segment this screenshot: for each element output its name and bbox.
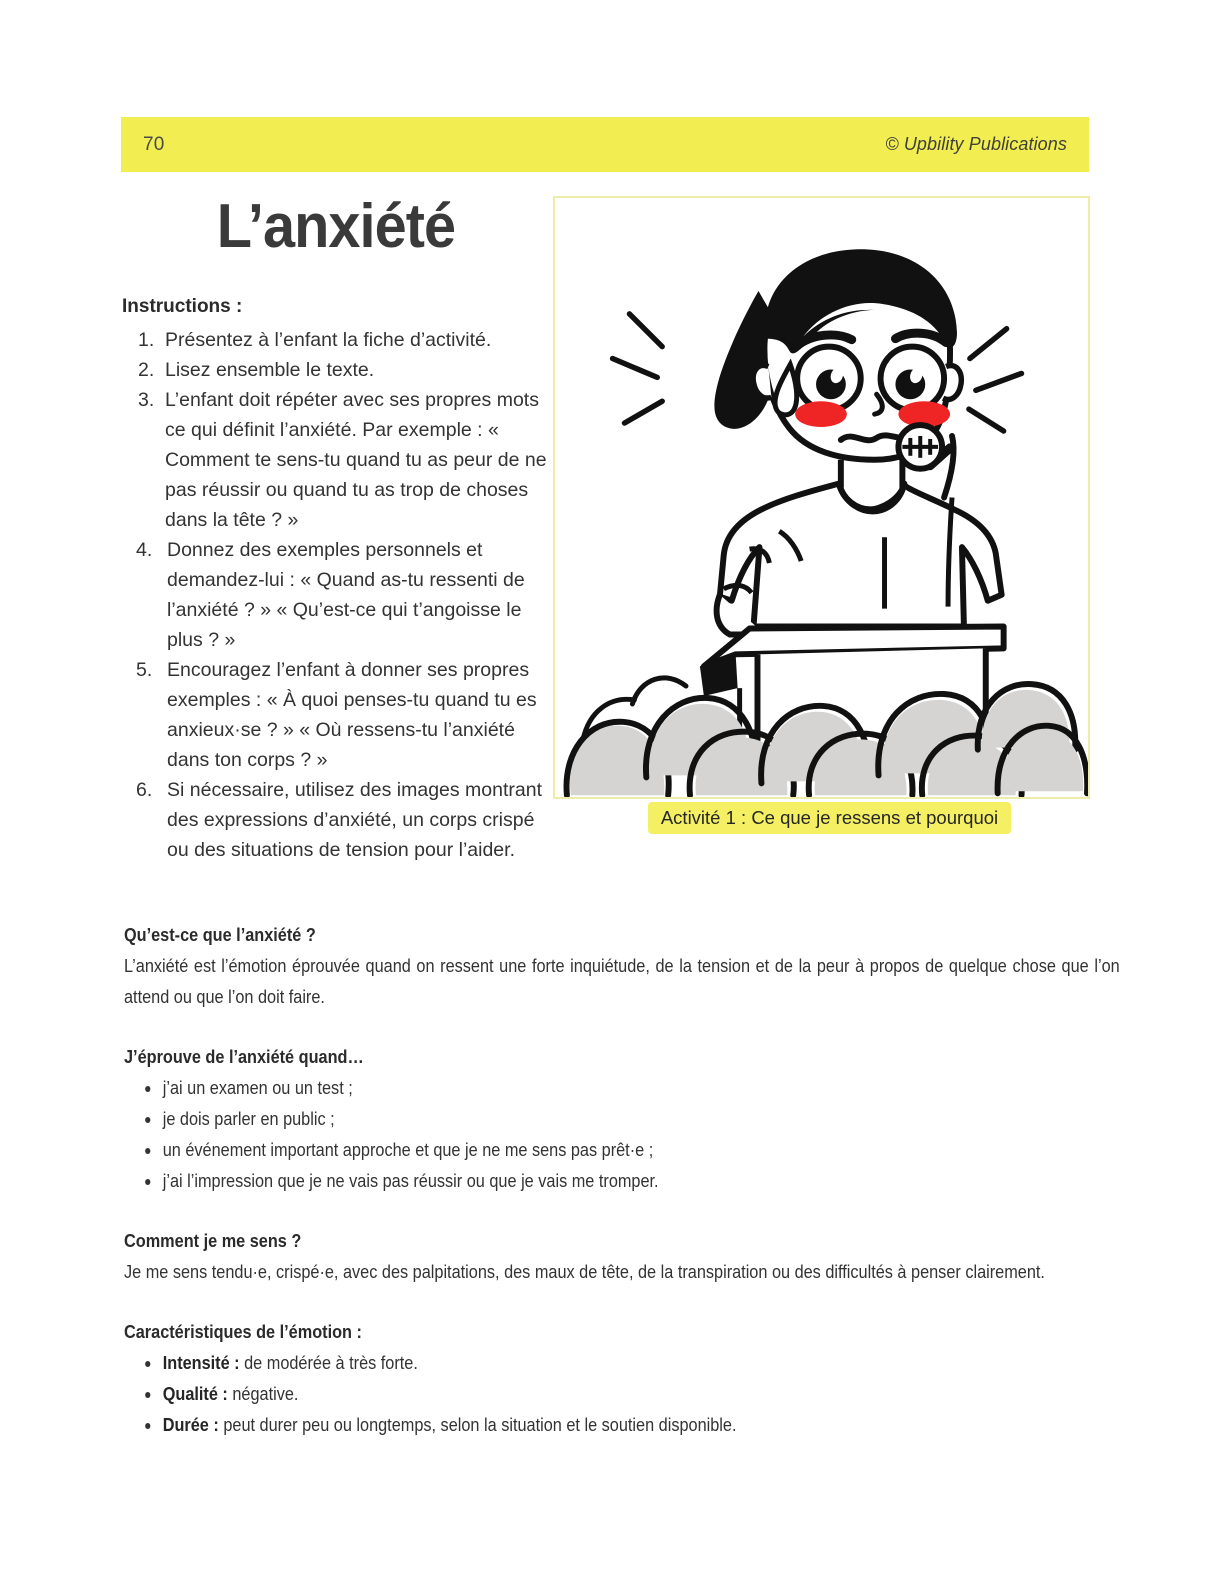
ear-left	[753, 365, 771, 398]
list-item: j’ai un examen ou un test ;	[124, 1072, 1120, 1103]
section-heading: J’éprouve de l’anxiété quand…	[124, 1046, 364, 1067]
list-item-label: Intensité :	[162, 1352, 240, 1373]
figure-caption: Activité 1 : Ce que je ressens et pourquoi	[648, 802, 1011, 834]
list-item-label: Qualité :	[162, 1383, 228, 1404]
shirt	[720, 484, 1002, 627]
list-item: j’ai l’impression que je ne vais pas réussir ou que je vais me tromper.	[124, 1165, 1120, 1196]
motion-line	[970, 329, 1007, 359]
page-header-band	[121, 117, 1089, 172]
list-item	[124, 1378, 1120, 1409]
motion-line	[969, 409, 1004, 431]
instructions-list	[122, 325, 547, 865]
neck	[841, 460, 903, 490]
section-heading: Qu’est-ce que l’anxiété ?	[124, 924, 316, 945]
motion-line	[613, 359, 658, 378]
podium-top-side	[700, 654, 738, 696]
section-heading: Comment je me sens ?	[124, 1230, 302, 1251]
motion-line	[624, 401, 662, 423]
list-item-text: négative.	[227, 1383, 299, 1404]
list-item-text: de modérée à très forte.	[239, 1352, 418, 1373]
list-item-text: peut durer peu ou longtemps, selon la situation et le soutien disponible.	[218, 1414, 737, 1435]
instruction-step: Si nécessaire, utilisez des images montrant des expressions d’anxiété, un corps crispé ou des situations de tension pour l’aider.	[167, 779, 543, 861]
instruction-step: Présentez à l’enfant la fiche d’activité.	[165, 329, 492, 351]
section-definition	[124, 920, 1120, 1012]
list-item	[124, 1409, 1120, 1440]
instructions-heading: Instructions :	[122, 296, 243, 317]
worksheet-content	[124, 920, 1120, 1440]
triggers-list	[124, 1072, 1120, 1196]
list-item	[124, 1347, 1120, 1378]
publisher-credit: © Upbility Publications	[885, 134, 1067, 154]
instructions-block	[122, 296, 547, 865]
section-heading: Caractéristiques de l’émotion :	[124, 1321, 362, 1342]
section-triggers	[124, 1042, 1120, 1196]
child-body	[717, 484, 1002, 635]
motion-line	[629, 314, 662, 347]
spacer	[124, 1012, 1120, 1042]
instruction-step: L’enfant doit répéter avec ses propres mots ce qui définit l’anxiété. Par exemple : « Comment te sens-tu quand tu as peur de ne pas réussir ou quand tu as trop de choses dans la tête ? »	[165, 389, 547, 531]
list-item: un événement important approche et que je ne me sens pas prêt·e ;	[124, 1134, 1120, 1165]
list-item-label: Durée :	[162, 1414, 219, 1435]
spacer	[124, 1196, 1120, 1226]
instruction-step: Encouragez l’enfant à donner ses propres exemples : « À quoi penses-tu quand tu es anxieux·se ? » « Où ressens-tu l’anxiété dans ton corps ? »	[167, 659, 537, 771]
list-item: je dois parler en public ;	[124, 1103, 1120, 1134]
section-characteristics	[124, 1317, 1120, 1440]
instruction-step: Lisez ensemble le texte.	[165, 359, 375, 381]
anxious-child-at-podium-illustration	[555, 198, 1088, 797]
cheek-left	[795, 401, 847, 427]
section-paragraph: Je me sens tendu·e, crispé·e, avec des palpitations, des maux de tête, de la transpiration ou des difficultés à penser clairement.	[124, 1261, 1045, 1282]
section-feelings	[124, 1226, 1120, 1287]
instruction-step: Donnez des exemples personnels et demandez-lui : « Quand as-tu ressenti de l’anxiété ? » « Qu’est-ce qui t’angoisse le plus ? »	[167, 539, 525, 651]
section-paragraph: L’anxiété est l’émotion éprouvée quand on ressent une forte inquiétude, de la tension et de la peur à propos de quelque chose que l’on attend ou que l’on doit faire.	[124, 955, 1120, 1007]
characteristics-list	[124, 1347, 1120, 1440]
page-number: 70	[143, 133, 165, 155]
activity-illustration-frame	[553, 196, 1090, 799]
motion-line	[976, 373, 1022, 390]
page-title: L’anxiété	[216, 192, 456, 261]
spacer	[124, 1287, 1120, 1317]
audience-arc	[632, 678, 686, 704]
